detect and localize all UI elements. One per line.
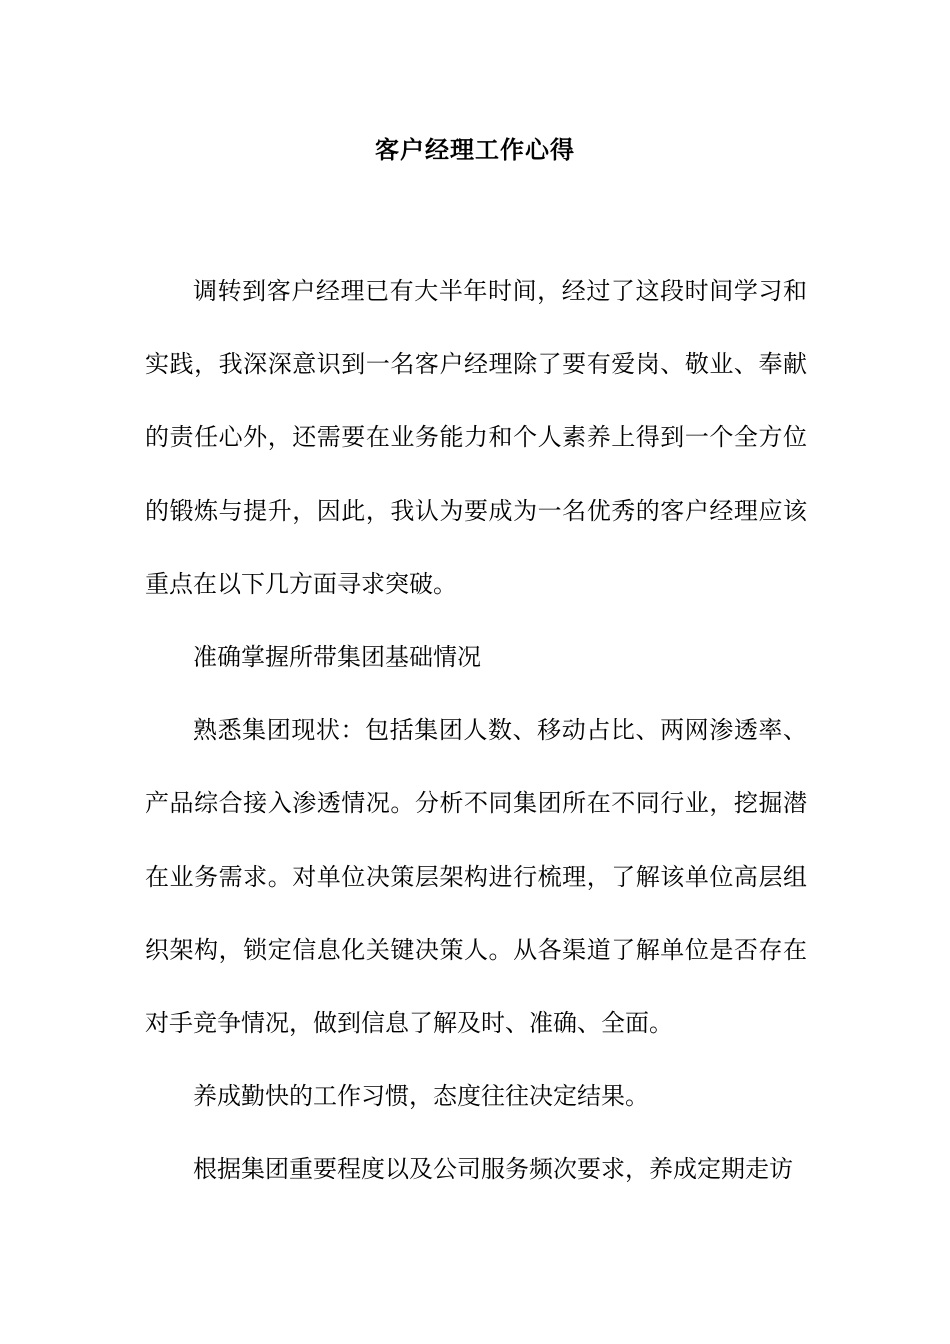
document-title: 客户经理工作心得 [375,135,575,164]
paragraph-intro: 调转到客户经理已有大半年时间，经过了这段时间学习和实践，我深深意识到一名客户经理除了要有爱岗、敬业、奉献的责任心外，还需要在业务能力和个人素养上得到一个全方位的锻炼与提升，因此，我认为要成为一名优秀的客户经理应该重点在以下几方面寻求突破。 [145,277,807,598]
paragraph-heading-group-info: 准确掌握所带集团基础情况 [193,643,481,672]
document-body [145,255,807,1207]
paragraph-group-status: 熟悉集团现状：包括集团人数、移动占比、两网渗透率、产品综合接入渗透情况。分析不同集团所在不同行业，挖掘潜在业务需求。对单位决策层架构进行梳理，了解该单位高层组织架构，锁定信息化关键决策人。从各渠道了解单位是否存在对手竞争情况，做到信息了解及时、准确、全面。 [145,716,807,1038]
paragraph-heading-work-habits: 养成勤快的工作习惯，态度往往决定结果。 [193,1082,649,1111]
paragraph-visit-schedule: 根据集团重要程度以及公司服务频次要求，养成定期走访 [193,1155,793,1184]
